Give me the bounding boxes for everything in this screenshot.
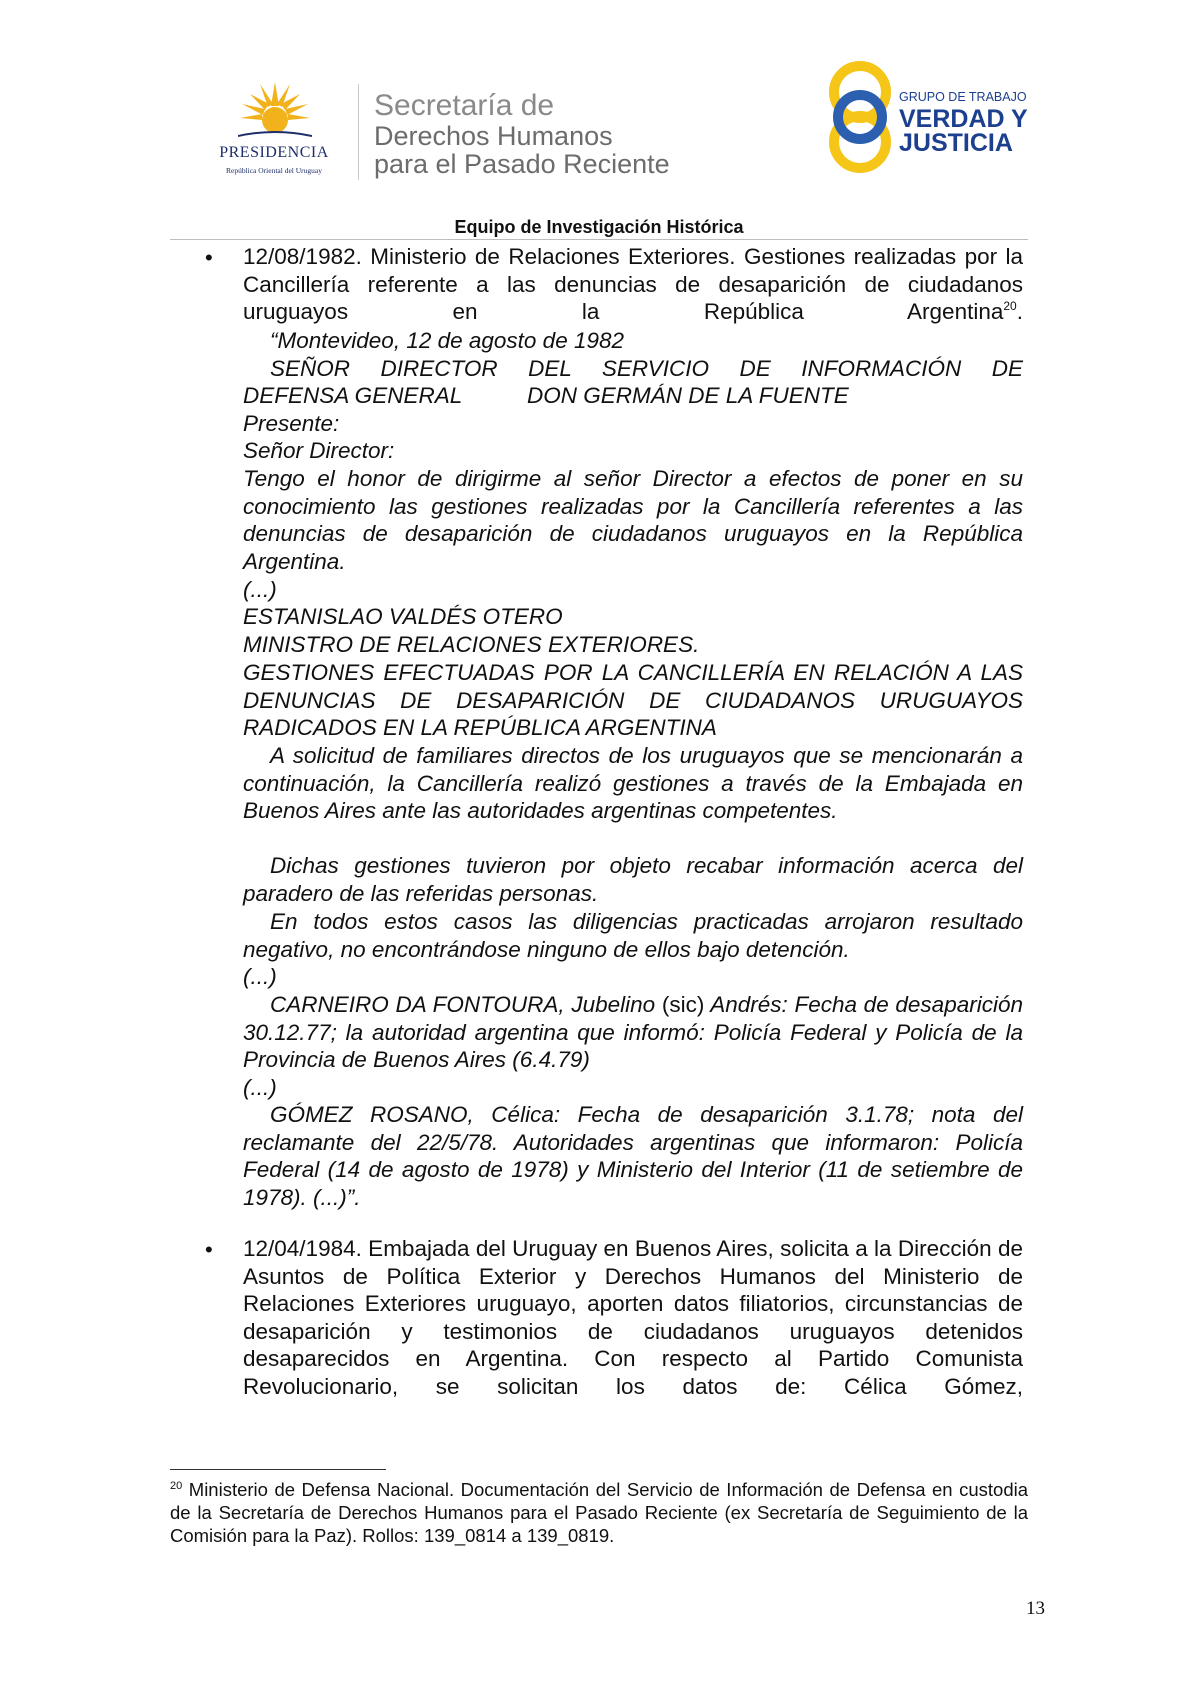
entry-2-text: 12/04/1984. Embajada del Uruguay en Buenos Aires, solicita a la Dirección de Asuntos de Política Exterior y Derechos Humanos del Ministerio de Relaciones Exteriores uruguayo, aporten datos filiatorios, circunstancias de desaparición y testimonios de ciudadanos uruguayos detenidos desaparecidos en Argentina. Con respecto al Partido Comunista Revolucionario, se solicitan los datos de: Célica Gómez, xyxy=(243,1236,1023,1399)
presidencia-name: PRESIDENCIA xyxy=(219,144,329,161)
case-gomez: GÓMEZ ROSANO, Célica: Fecha de desaparición 3.1.78; nota del reclamante del 22/5/78. Autoridades argentinas que informaron: Policía Federal (14 de agosto de 1978) y Ministerio del Interior (11 de setiembre de 1978). (...)”. xyxy=(243,1102,1023,1210)
letter-presente: Presente: xyxy=(243,411,340,436)
bullet-2: • xyxy=(205,1237,213,1262)
verdad-justicia-logo xyxy=(825,56,1028,180)
letter-signer-title: MINISTRO DE RELACIONES EXTERIORES. xyxy=(243,632,700,657)
letter-addressee-2b: DON GERMÁN DE LA FUENTE xyxy=(527,383,849,408)
sun-icon xyxy=(238,80,312,140)
quote-paragraph-3: En todos estos casos las diligencias practicadas arrojaron resultado negativo, no encontrándose ninguno de ellos bajo detención. xyxy=(243,909,1023,962)
letter-date: “Montevideo, 12 de agosto de 1982 xyxy=(270,328,625,353)
case-carneiro-name: CARNEIRO DA FONTOURA, Jubelino xyxy=(270,992,656,1017)
page-number: 13 xyxy=(1026,1598,1045,1619)
footnote-number: 20 xyxy=(170,1480,183,1492)
letter-addressee-2 xyxy=(243,382,1023,410)
secretaria-line-1: Secretaría de xyxy=(374,89,555,122)
footnote-ref: 20 xyxy=(1003,299,1017,314)
ellipsis-2: (...) xyxy=(243,964,277,989)
presidencia-subtitle: República Oriental del Uruguay xyxy=(225,166,322,175)
quote-paragraph-2: Dichas gestiones tuvieron por objeto recabar información acerca del paradero de las referidas personas. xyxy=(243,853,1023,906)
gestiones-heading: GESTIONES EFECTUADAS POR LA CANCILLERÍA EN RELACIÓN A LAS DENUNCIAS DE DESAPARICIÓN DE CIUDADANOS URUGUAYOS RADICADOS EN LA REPÚBLICA ARGENTINA xyxy=(243,660,1023,741)
entry-1-intro-text: 12/08/1982. Ministerio de Relaciones Exteriores. Gestiones realizadas por la Cancillería referente a las denuncias de desaparición de ciudadanos uruguayos en la República Argentina xyxy=(243,244,1023,325)
case-carneiro-details: Andrés: Fecha de desaparición 30.12.77; la autoridad argentina que informó: Policía Federal y Policía de la Provincia de Buenos Aires (6.4.79) xyxy=(243,992,1023,1073)
footnote-text: Ministerio de Defensa Nacional. Documentación del Servicio de Información de Defensa en custodia de la Secretaría de Derechos Humanos para el Pasado Reciente (ex Secretaría de Seguimiento de la Comisión para la Paz). Rollos: 139_0814 a 139_0819. xyxy=(170,1479,1029,1546)
ellipsis-3: (...) xyxy=(243,1075,277,1100)
team-title: Equipo de Investigación Histórica xyxy=(454,217,744,237)
secretaria-line-3: para el Pasado Reciente xyxy=(374,149,670,179)
bullet-1: • xyxy=(205,245,213,270)
letter-addressee-1: SEÑOR DIRECTOR DEL SERVICIO DE INFORMACIÓN DE xyxy=(270,356,1023,381)
footnote xyxy=(170,1478,1028,1547)
verdad-label: VERDAD Y xyxy=(899,105,1028,133)
letter-addressee-2a: DEFENSA GENERAL xyxy=(243,383,463,408)
letter-body: Tengo el honor de dirigirme al señor Director a efectos de poner en su conocimiento las gestiones realizadas por la Cancillería referentes a las denuncias de desaparición de ciudadanos uruguayos en la República Argentina. xyxy=(243,466,1023,574)
entry-1-intro xyxy=(243,243,1023,326)
case-carneiro-sic: (sic) xyxy=(661,992,705,1017)
justicia-label: JUSTICIA xyxy=(899,129,1013,157)
header-rule xyxy=(170,239,1028,240)
header-divider xyxy=(358,84,359,180)
presidencia-logo xyxy=(196,80,356,180)
secretaria-line-2: Derechos Humanos xyxy=(374,121,613,151)
quote-paragraph-1: A solicitud de familiares directos de los uruguayos que se mencionarán a continuación, la Cancillería realizó gestiones a través de la Embajada en Buenos Aires ante las autoridades argentinas competentes. xyxy=(243,743,1023,824)
secretaria-logo-text xyxy=(374,90,670,178)
letter-signer: ESTANISLAO VALDÉS OTERO xyxy=(243,604,563,629)
case-carneiro xyxy=(243,991,1023,1074)
letter-salutation: Señor Director: xyxy=(243,438,395,463)
rings-icon xyxy=(825,56,895,180)
footnote-rule xyxy=(170,1469,386,1470)
ellipsis-1: (...) xyxy=(243,577,277,602)
entry-1-intro-end: . xyxy=(1016,299,1023,325)
grupo-label: GRUPO DE TRABAJO xyxy=(899,90,1027,104)
